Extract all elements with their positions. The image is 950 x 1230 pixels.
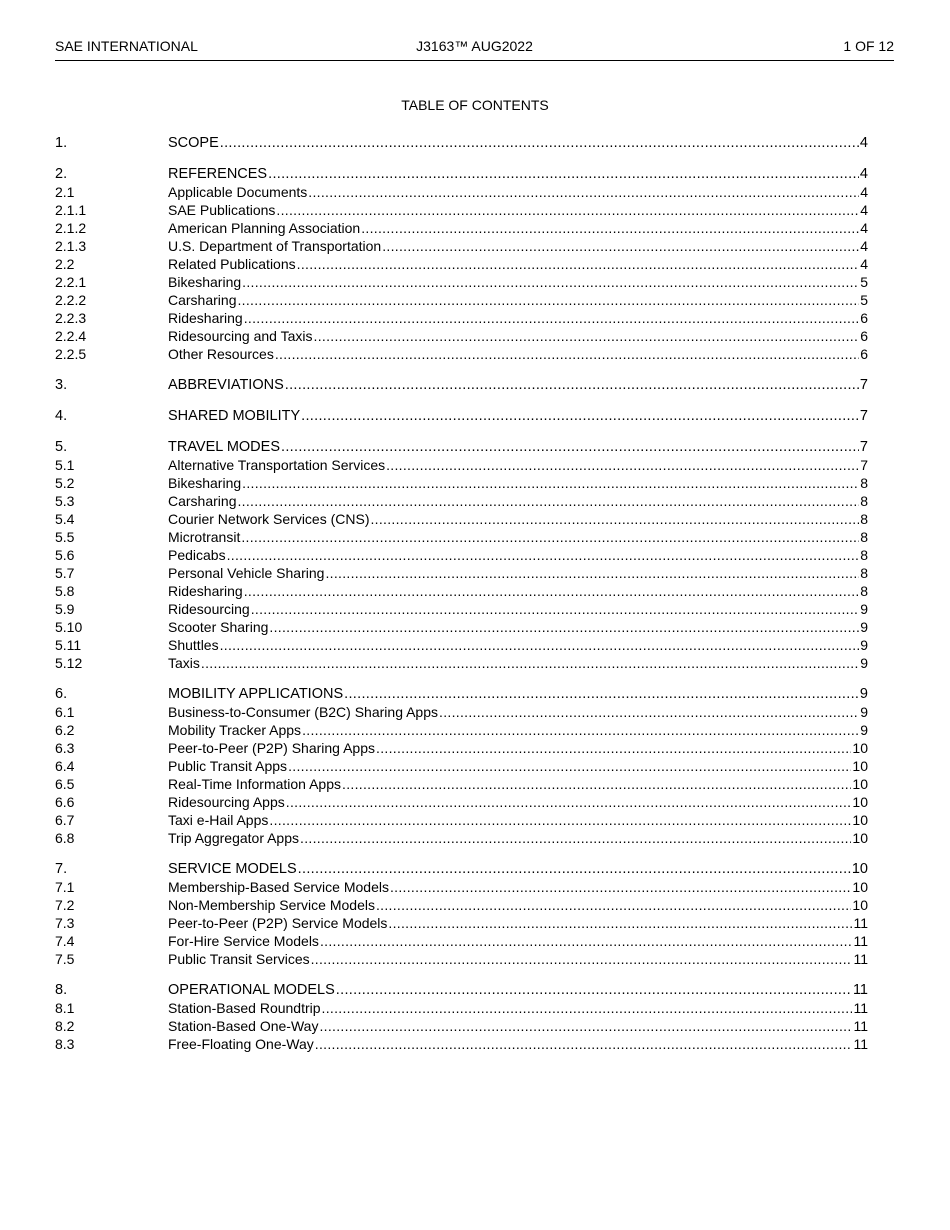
toc-entry-number: 7.1 [55,879,75,895]
toc-entry-page: 6 [860,346,868,362]
toc-leader-dots [314,327,860,345]
toc-entry-title[interactable]: Ridesharing [168,310,243,326]
toc-entry-page: 6 [860,328,868,344]
toc-leader-dots [268,165,859,183]
toc-leader-dots [361,219,859,237]
toc-entry-page: 9 [860,619,868,635]
toc-entry-title[interactable]: For-Hire Service Models [168,933,319,949]
toc-entry-page: 10 [852,758,868,774]
toc-entry-page: 11 [853,933,868,949]
toc-entry-number: 2.2 [55,256,75,272]
toc-entry-title[interactable]: Personal Vehicle Sharing [168,565,325,581]
toc-leader-dots [325,564,859,582]
toc-entry[interactable] [55,600,868,618]
toc-leader-dots [322,999,853,1017]
organization-name: SAE INTERNATIONAL [55,38,198,54]
toc-entry-title[interactable]: Bikesharing [168,274,242,290]
toc-entry-title[interactable]: Microtransit [168,529,241,545]
toc-entry-number: 5.10 [55,619,83,635]
toc-entry-title[interactable]: OPERATIONAL MODELS [168,982,335,998]
toc-entry-title[interactable]: SAE Publications [168,202,276,218]
table-of-contents [55,134,868,1053]
toc-entry-title[interactable]: Pedicabs [168,547,226,563]
toc-entry-page: 10 [852,879,868,895]
toc-entry-number: 6. [55,686,68,702]
toc-entry-page: 8 [860,565,868,581]
toc-entry-page: 7 [859,408,868,424]
toc-entry-page: 9 [860,704,868,720]
toc-entry[interactable] [55,654,868,672]
toc-entry[interactable] [55,914,868,932]
toc-entry-number: 2.1 [55,184,75,200]
toc-entry-title[interactable]: Shuttles [168,637,219,653]
toc-entry-number: 2.2.5 [55,346,87,362]
toc-entry-page: 8 [860,529,868,545]
toc-entry-number: 5.7 [55,565,75,581]
toc-entry-number: 8.1 [55,1000,75,1016]
toc-entry-title[interactable]: Applicable Documents [168,184,308,200]
toc-entry-number: 2.1.3 [55,238,87,254]
toc-leader-dots [382,237,859,255]
toc-entry-title[interactable]: Trip Aggregator Apps [168,830,300,846]
toc-leader-dots [288,757,851,775]
toc-entry-number: 6.8 [55,830,75,846]
toc-entry-number: 2.2.3 [55,310,87,326]
toc-entry-title[interactable]: REFERENCES [168,166,268,182]
toc-entry-title[interactable]: SCOPE [168,135,219,151]
toc-entry[interactable] [55,255,868,273]
toc-entry-page: 11 [853,1018,868,1034]
page-number: 1 OF 12 [843,38,894,54]
toc-entry-page: 9 [860,601,868,617]
toc-leader-dots [281,438,859,456]
toc-entry[interactable] [55,739,868,757]
toc-entry-number: 2.2.4 [55,328,87,344]
toc-entry[interactable] [55,219,868,237]
toc-entry[interactable] [55,438,868,456]
toc-entry-number: 5.4 [55,511,75,527]
toc-leader-dots [220,636,860,654]
toc-entry[interactable] [55,618,868,636]
toc-entry-title[interactable]: Public Transit Apps [168,758,288,774]
toc-entry-page: 10 [852,830,868,846]
toc-entry-title[interactable]: Membership-Based Service Models [168,879,389,895]
toc-entry-number: 2.2.2 [55,292,87,308]
toc-entry-title[interactable]: MOBILITY APPLICATIONS [168,686,344,702]
toc-entry[interactable] [55,546,868,564]
toc-entry[interactable] [55,165,868,183]
toc-entry-page: 11 [853,951,868,967]
toc-entry-number: 8. [55,982,68,998]
toc-entry-title[interactable]: Non-Membership Service Models [168,897,375,913]
toc-entry-number: 6.3 [55,740,75,756]
toc-entry-number: 8.3 [55,1036,75,1052]
toc-entry[interactable] [55,932,868,950]
toc-entry[interactable] [55,273,868,291]
document-id: J3163™ AUG2022 [416,38,533,54]
toc-entry-title[interactable]: Ridesourcing [168,601,250,617]
toc-entry[interactable] [55,564,868,582]
toc-entry-page: 8 [860,547,868,563]
toc-leader-dots [342,775,851,793]
toc-entry-page: 11 [853,1036,868,1052]
toc-entry-number: 7.2 [55,897,75,913]
toc-entry-page: 8 [860,511,868,527]
toc-entry-number: 5.8 [55,583,75,599]
toc-entry-page: 5 [860,274,868,290]
toc-leader-dots [244,309,859,327]
toc-entry-page: 6 [860,310,868,326]
toc-leader-dots [336,981,852,999]
toc-entry-page: 7 [860,457,868,473]
toc-entry-title[interactable]: ABBREVIATIONS [168,377,284,393]
toc-leader-dots [308,183,859,201]
toc-entry-title[interactable]: SHARED MOBILITY [168,408,301,424]
toc-entry-number: 5.6 [55,547,75,563]
toc-leader-dots [302,721,859,739]
toc-entry-title[interactable]: Mobility Tracker Apps [168,722,302,738]
toc-entry-page: 9 [860,655,868,671]
toc-entry-number: 5.9 [55,601,75,617]
toc-entry-title[interactable]: SERVICE MODELS [168,861,297,877]
toc-entry[interactable] [55,376,868,394]
toc-entry-number: 6.5 [55,776,75,792]
toc-leader-dots [320,932,853,950]
toc-entry[interactable] [55,582,868,600]
toc-leader-dots [220,134,859,152]
toc-entry[interactable] [55,1035,868,1053]
toc-leader-dots [237,291,859,309]
toc-entry-title[interactable]: Related Publications [168,256,296,272]
toc-entry[interactable] [55,183,868,201]
toc-leader-dots [376,739,851,757]
toc-entry[interactable] [55,474,868,492]
toc-entry[interactable] [55,327,868,345]
toc-entry-page: 10 [852,812,868,828]
toc-entry-title[interactable]: Carsharing [168,493,237,509]
toc-entry-number: 2. [55,166,68,182]
toc-entry-page: 4 [860,184,868,200]
toc-entry[interactable] [55,237,868,255]
toc-leader-dots [301,407,859,425]
toc-entry-title[interactable]: Carsharing [168,292,237,308]
toc-entry-page: 8 [860,583,868,599]
toc-entry-number: 5. [55,439,68,455]
toc-entry-number: 5.3 [55,493,75,509]
toc-entry-number: 6.4 [55,758,75,774]
toc-entry-number: 5.5 [55,529,75,545]
toc-entry-page: 4 [859,135,868,151]
toc-entry-title[interactable]: American Planning Association [168,220,361,236]
toc-entry-title[interactable]: Courier Network Services (CNS) [168,511,370,527]
toc-leader-dots [251,600,859,618]
toc-leader-dots [300,829,851,847]
toc-leader-dots [344,685,859,703]
toc-entry[interactable] [55,134,868,152]
toc-entry-number: 7.4 [55,933,75,949]
toc-leader-dots [376,896,851,914]
toc-leader-dots [286,793,852,811]
toc-entry[interactable] [55,345,868,363]
toc-entry[interactable] [55,636,868,654]
toc-leader-dots [237,492,859,510]
toc-entry-title[interactable]: Station-Based One-Way [168,1018,319,1034]
toc-entry[interactable] [55,999,868,1017]
toc-entry-title[interactable]: Peer-to-Peer (P2P) Service Models [168,915,388,931]
toc-entry-title[interactable]: Business-to-Consumer (B2C) Sharing Apps [168,704,439,720]
toc-leader-dots [319,1017,852,1035]
toc-leader-dots [242,273,859,291]
toc-entry[interactable] [55,291,868,309]
toc-entry[interactable] [55,1017,868,1035]
page-header [55,38,894,61]
toc-entry-title[interactable]: Scooter Sharing [168,619,269,635]
toc-entry[interactable] [55,811,868,829]
toc-leader-dots [298,860,851,878]
toc-leader-dots [386,456,859,474]
toc-entry[interactable] [55,775,868,793]
toc-entry-number: 7. [55,861,68,877]
toc-entry[interactable] [55,860,868,878]
toc-entry-title[interactable]: Peer-to-Peer (P2P) Sharing Apps [168,740,375,756]
toc-leader-dots [201,654,859,672]
toc-entry-page: 4 [860,256,868,272]
toc-entry-number: 1. [55,135,68,151]
toc-entry[interactable] [55,878,868,896]
toc-entry[interactable] [55,793,868,811]
toc-entry-number: 4. [55,408,68,424]
toc-entry-title[interactable]: TRAVEL MODES [168,439,280,455]
toc-entry[interactable] [55,950,868,968]
toc-entry-page: 8 [860,475,868,491]
toc-title: TABLE OF CONTENTS [401,97,549,113]
toc-leader-dots [241,528,859,546]
toc-entry-page: 11 [853,1000,868,1016]
toc-entry-number: 2.2.1 [55,274,87,290]
toc-entry-page: 4 [860,238,868,254]
toc-entry-page: 5 [860,292,868,308]
toc-entry-page: 11 [853,915,868,931]
toc-leader-dots [285,376,859,394]
toc-leader-dots [244,582,859,600]
toc-entry-number: 2.1.1 [55,202,87,218]
toc-entry[interactable] [55,510,868,528]
toc-leader-dots [439,703,859,721]
toc-entry[interactable] [55,685,868,703]
toc-entry-number: 5.11 [55,637,82,653]
toc-entry[interactable] [55,896,868,914]
toc-entry-page: 10 [852,776,868,792]
toc-entry-number: 6.6 [55,794,75,810]
toc-entry[interactable] [55,829,868,847]
toc-leader-dots [269,618,859,636]
toc-entry-page: 10 [852,740,868,756]
toc-entry[interactable] [55,407,868,425]
toc-leader-dots [388,914,852,932]
toc-entry[interactable] [55,456,868,474]
toc-entry[interactable] [55,721,868,739]
toc-leader-dots [311,950,853,968]
toc-entry[interactable] [55,528,868,546]
toc-entry-number: 2.1.2 [55,220,87,236]
toc-entry-number: 5.2 [55,475,75,491]
toc-entry-title[interactable]: Taxis [168,655,200,671]
toc-leader-dots [269,811,851,829]
toc-entry[interactable] [55,309,868,327]
toc-entry-number: 3. [55,377,68,393]
toc-leader-dots [276,201,859,219]
toc-leader-dots [242,474,859,492]
toc-entry-title[interactable]: U.S. Department of Transportation [168,238,382,254]
toc-entry-page: 10 [852,897,868,913]
toc-entry-page: 7 [859,439,868,455]
toc-entry[interactable] [55,201,868,219]
toc-entry-page: 9 [860,637,868,653]
toc-entry-number: 6.1 [55,704,75,720]
toc-entry[interactable] [55,757,868,775]
toc-entry-title[interactable]: Ridesourcing and Taxis [168,328,313,344]
toc-entry[interactable] [55,492,868,510]
toc-entry-number: 5.12 [55,655,83,671]
toc-entry-page: 4 [860,202,868,218]
toc-entry-number: 7.5 [55,951,75,967]
toc-entry-title[interactable]: Bikesharing [168,475,242,491]
toc-entry[interactable] [55,703,868,721]
toc-entry-title[interactable]: Free-Floating One-Way [168,1036,314,1052]
toc-entry-page: 10 [852,794,868,810]
toc-entry-number: 8.2 [55,1018,75,1034]
toc-entry-number: 5.1 [55,457,75,473]
toc-entry-title[interactable]: Other Resources [168,346,274,362]
toc-leader-dots [297,255,860,273]
toc-entry-page: 8 [860,493,868,509]
toc-leader-dots [315,1035,853,1053]
toc-entry-number: 7.3 [55,915,75,931]
toc-entry-title[interactable]: Taxi e-Hail Apps [168,812,269,828]
toc-entry-page: 4 [860,220,868,236]
toc-entry-number: 6.7 [55,812,75,828]
toc-leader-dots [275,345,859,363]
toc-entry-page: 11 [852,982,868,998]
toc-entry-page: 9 [859,686,868,702]
toc-entry-title[interactable]: Ridesharing [168,583,243,599]
toc-leader-dots [370,510,859,528]
toc-entry-title[interactable]: Alternative Transportation Services [168,457,386,473]
toc-entry-title[interactable]: Station-Based Roundtrip [168,1000,321,1016]
toc-leader-dots [227,546,860,564]
toc-entry-page: 7 [859,377,868,393]
toc-leader-dots [390,878,851,896]
toc-entry-number: 6.2 [55,722,75,738]
toc-entry-page: 4 [859,166,868,182]
toc-entry-title[interactable]: Ridesourcing Apps [168,794,285,810]
toc-entry-page: 9 [860,722,868,738]
toc-entry-title[interactable]: Real-Time Information Apps [168,776,341,792]
toc-entry-title[interactable]: Public Transit Services [168,951,310,967]
toc-entry[interactable] [55,981,868,999]
toc-entry-page: 10 [851,861,868,877]
